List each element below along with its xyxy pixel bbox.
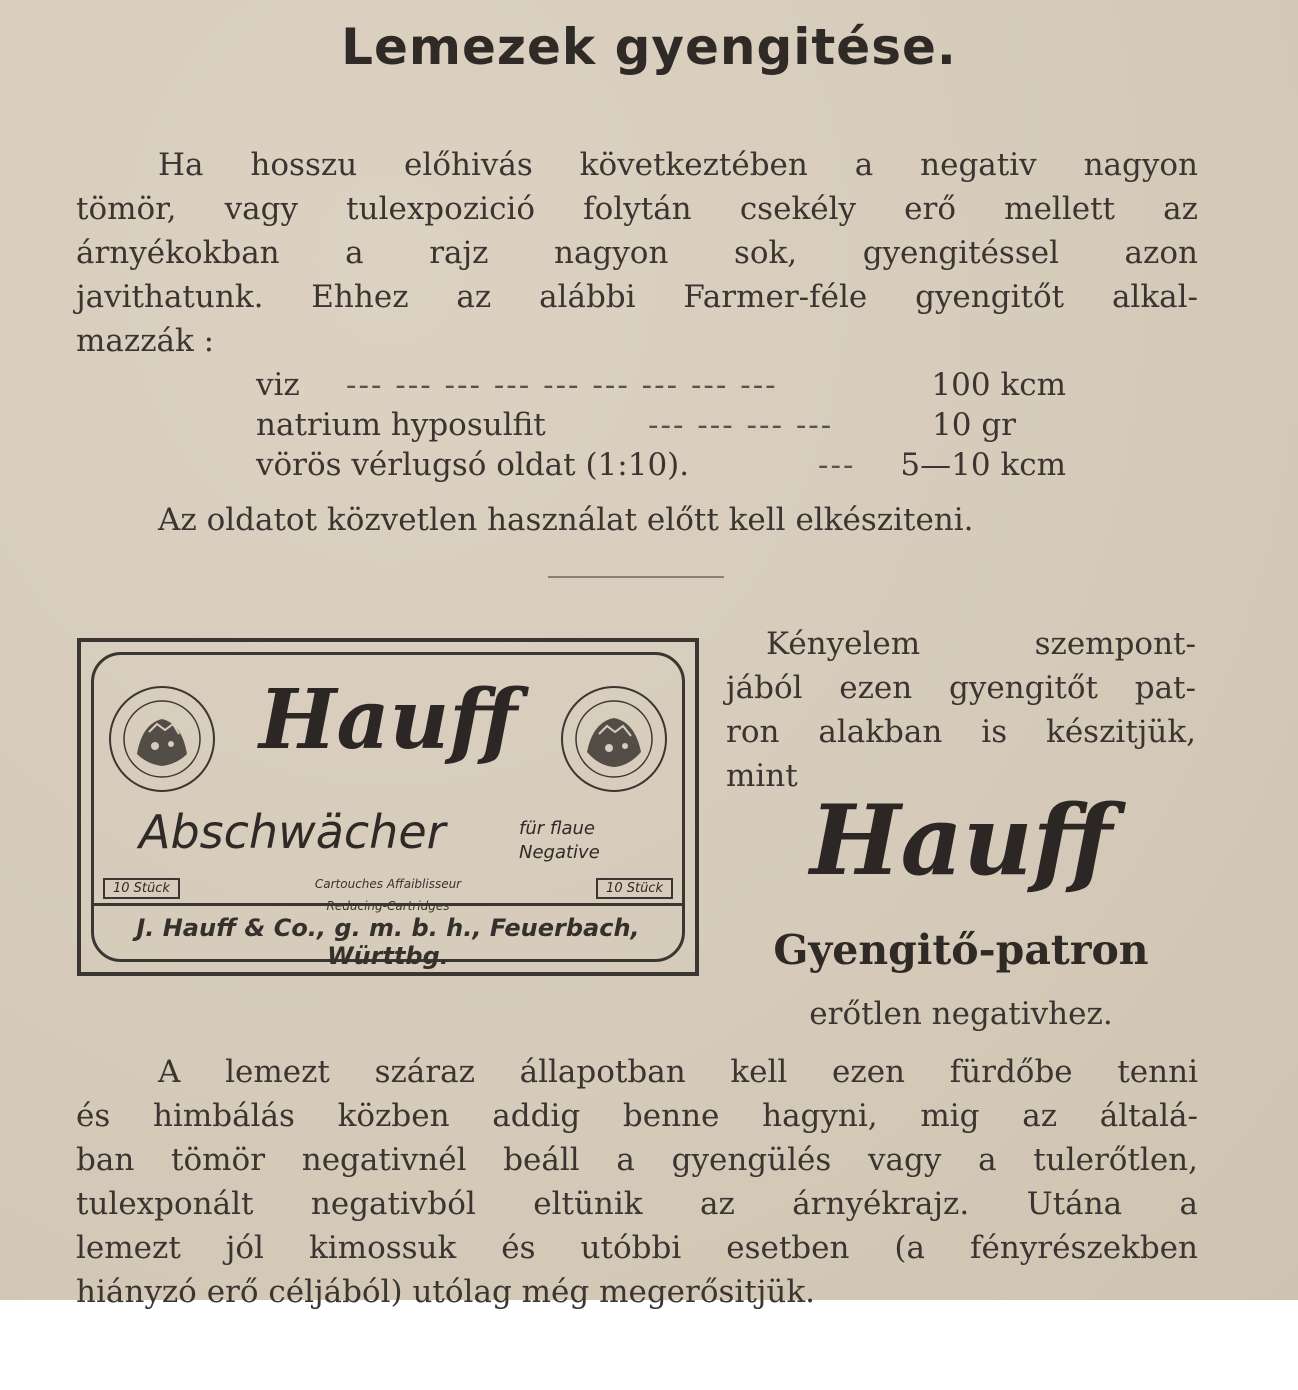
side-line: jából ezen gyengitőt pat- bbox=[726, 670, 1196, 706]
leader-dots: --- bbox=[818, 447, 856, 483]
ad-brand-logo: Hauff bbox=[258, 672, 518, 768]
ad-company-name: J. Hauff & Co., g. m. b. h., Feuerbach, Württbg. bbox=[136, 914, 640, 970]
procedure-line: hiányzó erő céljából) utólag még megerősitjük. bbox=[76, 1274, 815, 1310]
ad-footer bbox=[91, 903, 685, 970]
section-divider bbox=[548, 576, 724, 578]
procedure-line: lemezt jól kimossuk és utóbbi esetben (a fényrészekben bbox=[76, 1230, 1198, 1266]
brand-logo: Hauff bbox=[809, 784, 1113, 897]
side-line: mint bbox=[726, 758, 798, 794]
procedure-line: és himbálás közben addig benne hagyni, mig az általá- bbox=[76, 1098, 1198, 1134]
intro-line: javithatunk. Ehhez az alábbi Farmer-féle gyengitőt alkal- bbox=[76, 279, 1198, 315]
ad-translation-line: Reducing-Cartridges bbox=[326, 899, 450, 913]
side-line: Kényelem szempont- bbox=[766, 626, 1196, 662]
ingredient-name: natrium hyposulfit bbox=[256, 407, 546, 443]
intro-line: Ha hosszu előhivás következtében a negativ nagyon bbox=[158, 147, 1198, 183]
ingredient-name: viz bbox=[256, 367, 300, 403]
ingredient-amount: 5—10 kcm bbox=[900, 447, 1066, 483]
recipe-table bbox=[256, 365, 1066, 485]
ad-translation-line: Cartouches Affaiblisseur bbox=[314, 877, 462, 891]
intro-paragraph bbox=[76, 143, 1198, 363]
ad-count-left: 10 Stück bbox=[103, 878, 180, 899]
procedure-line: A lemezt száraz állapotban kell ezen fürdőbe tenni bbox=[158, 1054, 1198, 1090]
procedure-paragraph bbox=[76, 1050, 1198, 1314]
recipe-row bbox=[256, 405, 1066, 445]
page-title: Lemezek gyengitése. bbox=[341, 18, 957, 76]
ingredient-amount: 100 kcm bbox=[931, 367, 1066, 403]
product-subheading: erőtlen negativhez. bbox=[809, 996, 1113, 1032]
leader-dots: --- --- --- --- bbox=[648, 407, 834, 443]
ad-subtitle-line: für flaue bbox=[519, 818, 596, 839]
ingredient-amount: 10 gr bbox=[932, 407, 1016, 443]
hauff-advertisement bbox=[77, 638, 699, 976]
instruction-paragraph: Az oldatot közvetlen használat előtt kell elkésziteni. bbox=[158, 502, 974, 538]
side-line: ron alakban is készitjük, bbox=[726, 714, 1196, 750]
recipe-row bbox=[256, 445, 1066, 485]
leader-dots: --- --- --- --- --- --- --- --- --- bbox=[346, 367, 778, 403]
side-paragraph bbox=[726, 622, 1196, 798]
intro-line: árnyékokban a rajz nagyon sok, gyengitéssel azon bbox=[76, 235, 1198, 271]
intro-line: mazzák : bbox=[76, 323, 215, 359]
ad-subtitle-line: Negative bbox=[519, 842, 600, 863]
procedure-line: tulexponált negativból eltünik az árnyékrajz. Utána a bbox=[76, 1186, 1198, 1222]
ad-product-subtitle bbox=[519, 817, 659, 865]
ingredient-name: vörös vérlugsó oldat (1:10). bbox=[256, 447, 690, 483]
recipe-row bbox=[256, 365, 1066, 405]
intro-line: tömör, vagy tulexpozició folytán csekély erő mellett az bbox=[76, 191, 1198, 227]
ad-count-right: 10 Stück bbox=[596, 878, 673, 899]
ad-product-name: Abschwächer bbox=[139, 805, 446, 859]
product-heading: Gyengitő-patron bbox=[773, 926, 1149, 974]
procedure-line: ban tömör negativnél beáll a gyengülés vagy a tulerőtlen, bbox=[76, 1142, 1198, 1178]
